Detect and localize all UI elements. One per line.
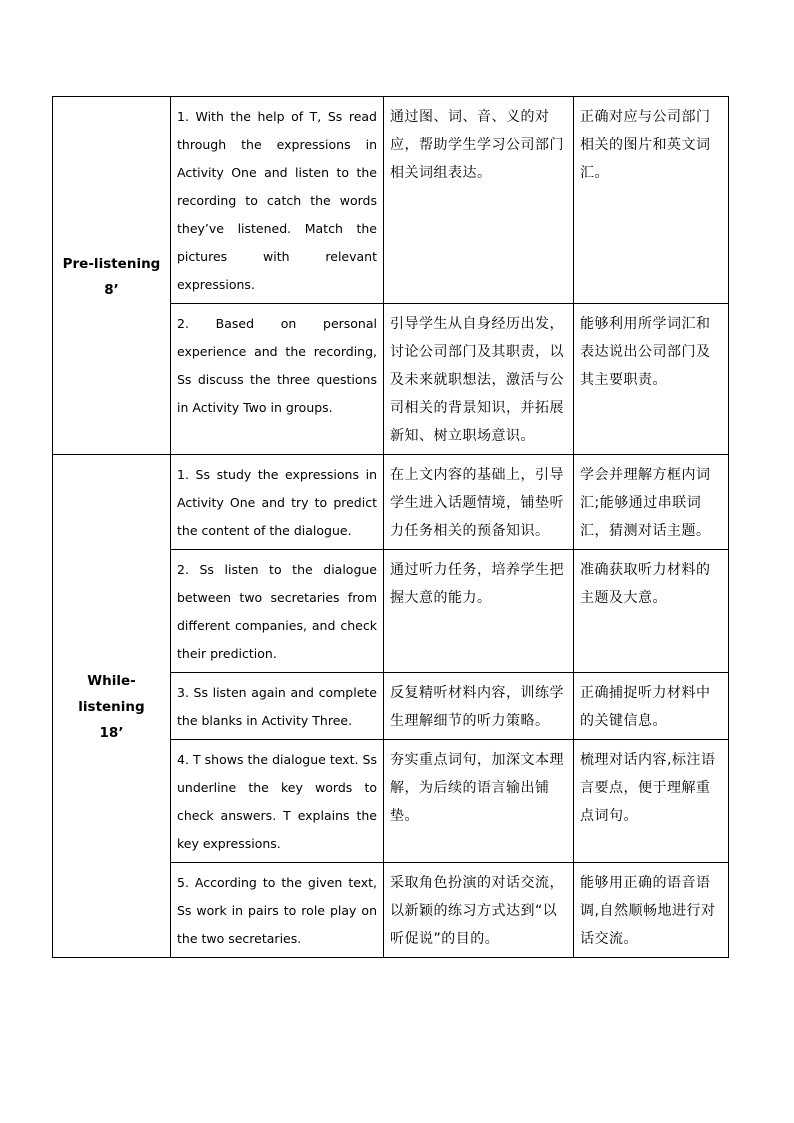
stage-cell	[53, 455, 171, 958]
outcome-cell: 正确对应与公司部门相关的图片和英文词汇。	[574, 97, 729, 304]
purpose-cell: 夯实重点词句，加深文本理解，为后续的语言输出铺垫。	[384, 740, 574, 863]
stage-time: 8’	[104, 281, 119, 298]
purpose-cell: 引导学生从自身经历出发，讨论公司部门及其职责，以及未来就职想法，激活与公司相关的背景知识，并拓展新知、树立职场意识。	[384, 304, 574, 455]
outcome-cell: 能够利用所学词汇和表达说出公司部门及其主要职责。	[574, 304, 729, 455]
stage-cell	[53, 97, 171, 455]
purpose-cell: 通过图、词、音、义的对应，帮助学生学习公司部门相关词组表达。	[384, 97, 574, 304]
activity-cell: 4. T shows the dialogue text. Ss underline the key words to check answers. T explains the key expressions.	[171, 740, 384, 863]
outcome-cell: 能够用正确的语音语调,自然顺畅地进行对话交流。	[574, 863, 729, 958]
table-row	[53, 97, 729, 304]
activity-cell: 5. According to the given text, Ss work in pairs to role play on the two secretaries.	[171, 863, 384, 958]
purpose-cell: 在上文内容的基础上，引导学生进入话题情境，铺垫听力任务相关的预备知识。	[384, 455, 574, 550]
stage-name: Pre-listening	[62, 255, 161, 272]
outcome-cell: 正确捕捉听力材料中的关键信息。	[574, 673, 729, 740]
stage-name: While-listening	[78, 673, 145, 715]
purpose-cell: 反复精听材料内容，训练学生理解细节的听力策略。	[384, 673, 574, 740]
outcome-cell: 梳理对话内容,标注语言要点，便于理解重点词句。	[574, 740, 729, 863]
table-row	[53, 455, 729, 550]
activity-cell: 1. With the help of T, Ss read through the expressions in Activity One and listen to the recording to catch the words they’ve listened. Match the pictures with relevant expressions.	[171, 97, 384, 304]
purpose-cell: 通过听力任务，培养学生把握大意的能力。	[384, 550, 574, 673]
purpose-cell: 采取角色扮演的对话交流，以新颖的练习方式达到“以听促说”的目的。	[384, 863, 574, 958]
outcome-cell: 学会并理解方框内词汇;能够通过串联词汇，猜测对话主题。	[574, 455, 729, 550]
activity-cell: 1. Ss study the expressions in Activity One and try to predict the content of the dialogue.	[171, 455, 384, 550]
activity-cell: 2. Ss listen to the dialogue between two secretaries from different companies, and check their prediction.	[171, 550, 384, 673]
lesson-plan-table	[52, 96, 729, 958]
outcome-cell: 准确获取听力材料的主题及大意。	[574, 550, 729, 673]
activity-cell: 2. Based on personal experience and the recording, Ss discuss the three questions in Activity Two in groups.	[171, 304, 384, 455]
activity-cell: 3. Ss listen again and complete the blanks in Activity Three.	[171, 673, 384, 740]
stage-time: 18’	[99, 725, 124, 741]
